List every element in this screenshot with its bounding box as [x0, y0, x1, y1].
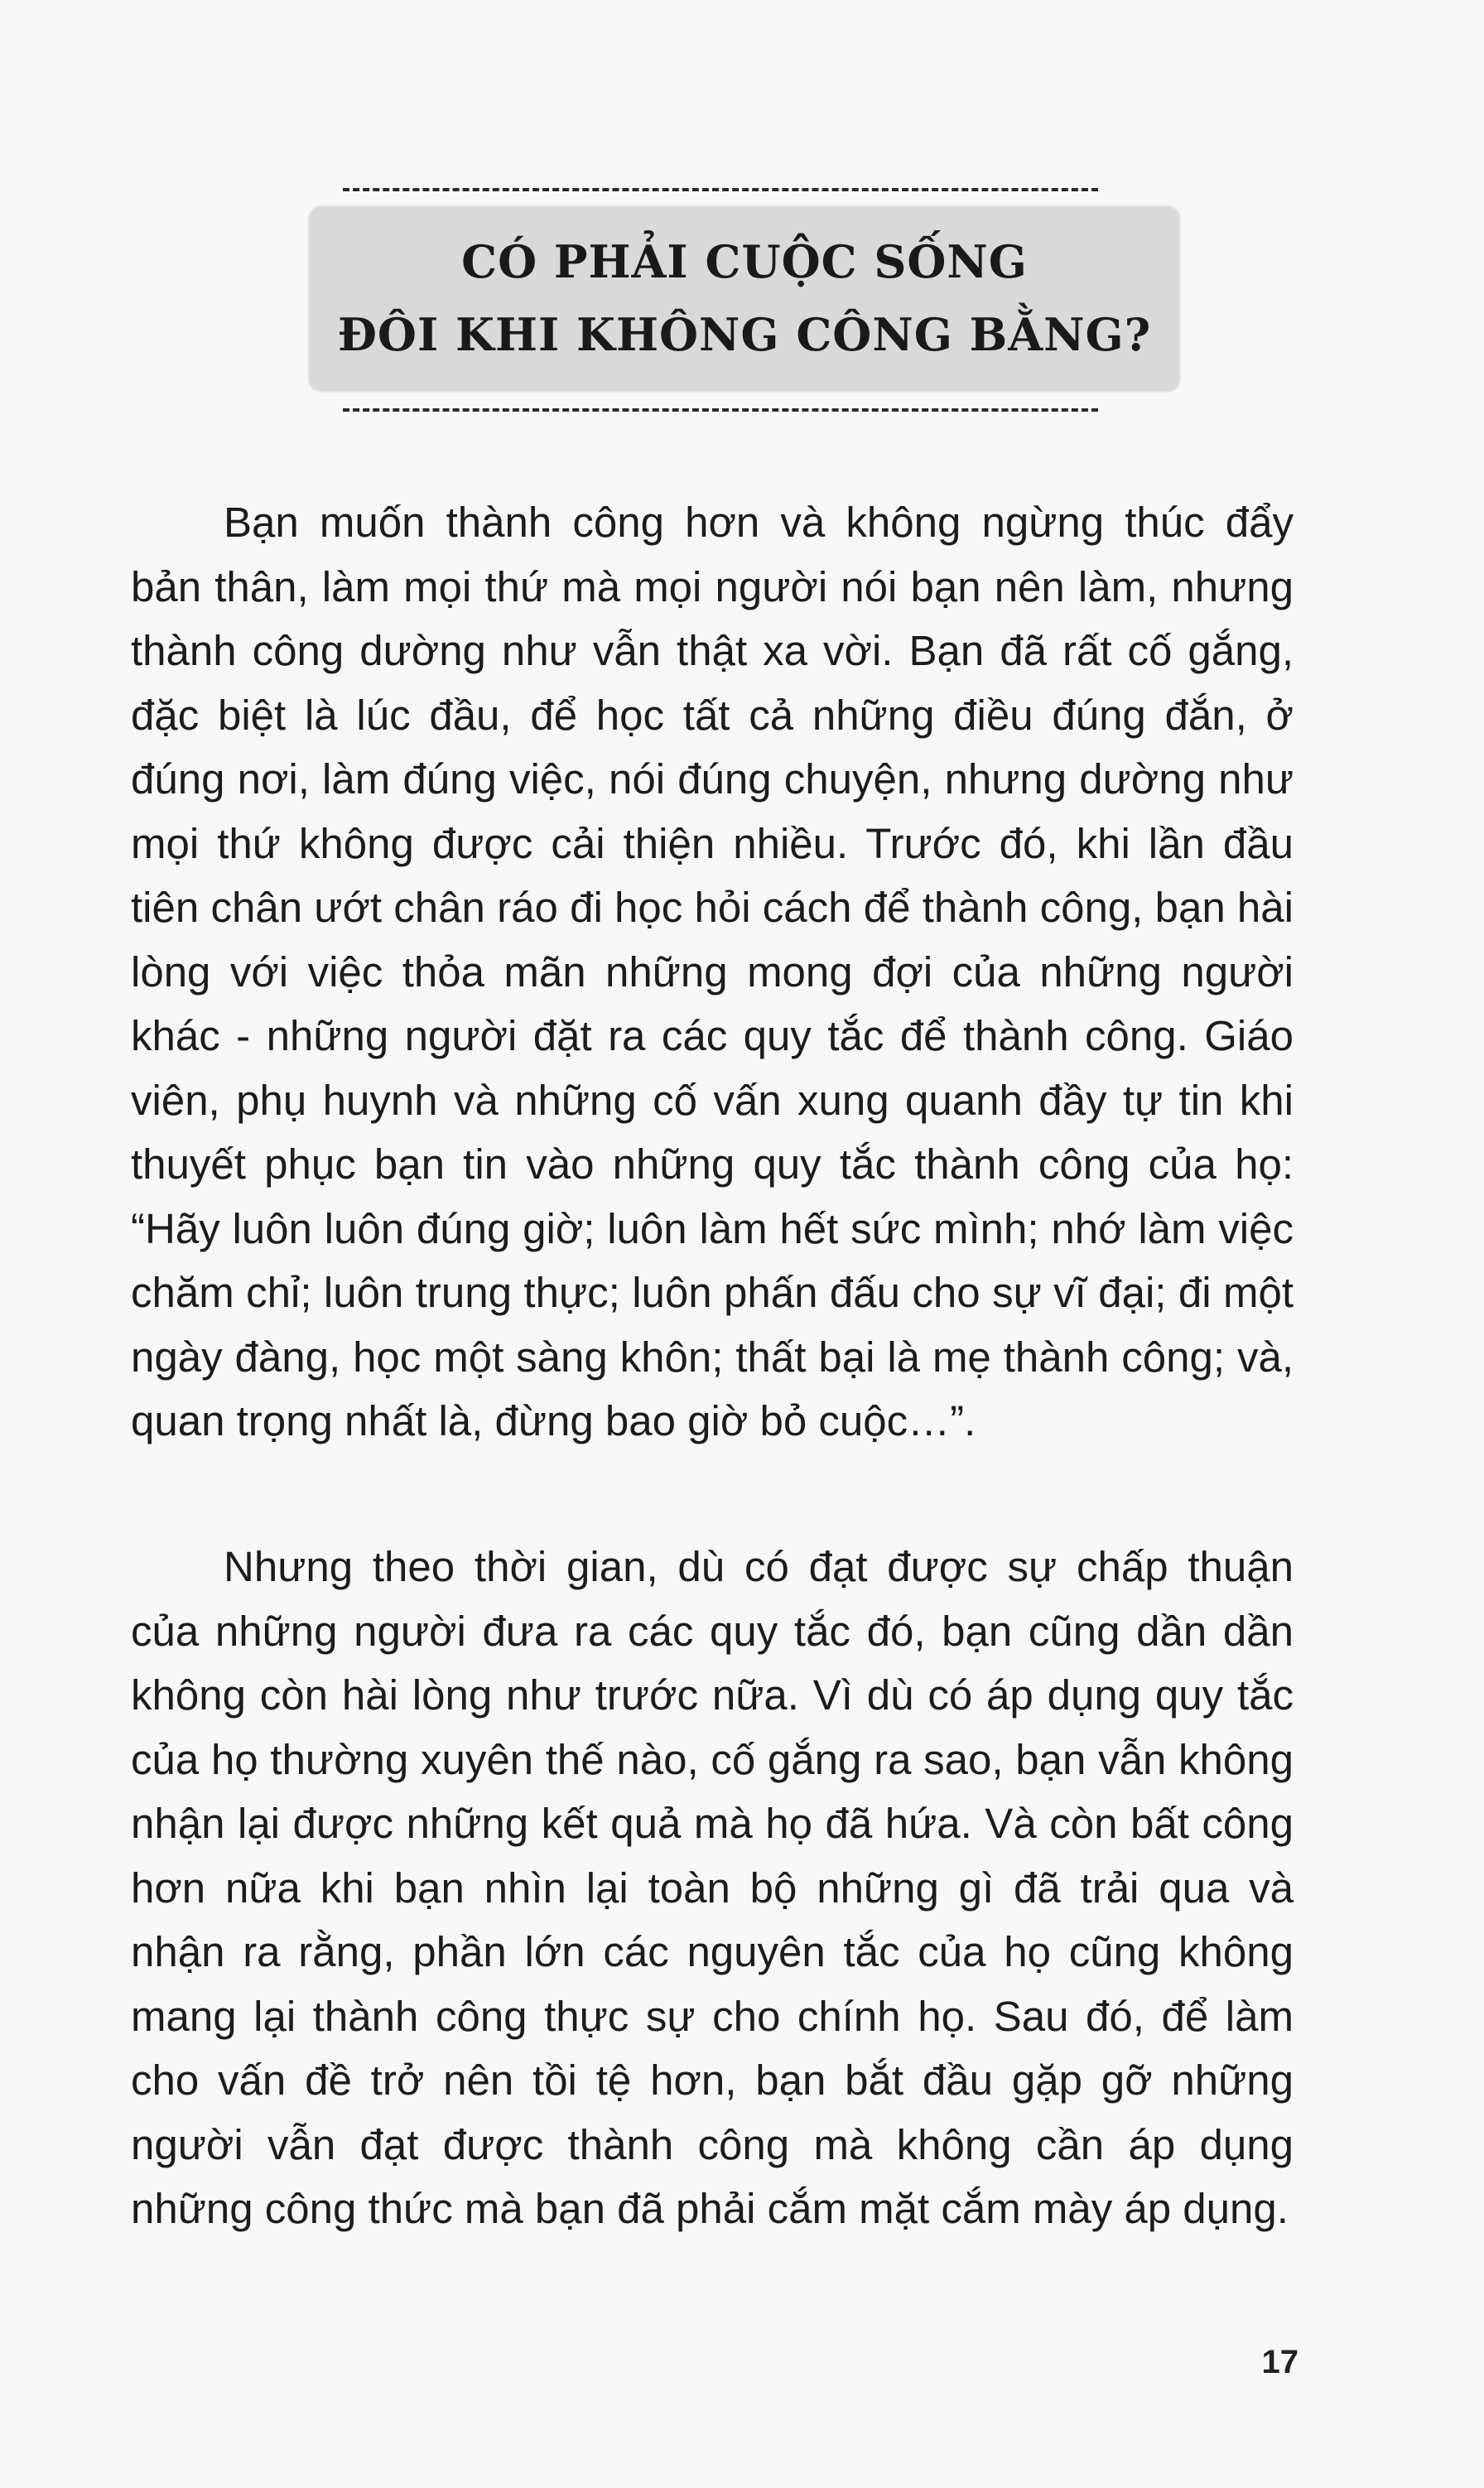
body-paragraph: Bạn muốn thành công hơn và không ngừng thúc đẩy bản thân, làm mọi thứ mà mọi người nói bạn nên làm, nhưng thành công dường như vẫn thật xa vời. Bạn đã rất cố gắng, đặc biệt là lúc đầu, để học tất cả những điều đúng đắn, ở đúng nơi, làm đúng việc, nói đúng chuyện, nhưng dường như mọi thứ không được cải thiện nhiều. Trước đó, khi lần đầu tiên chân ướt chân ráo đi học hỏi cách để thành công, bạn hài lòng với việc thỏa mãn những mong đợi của những người khác - những người đặt ra các quy tắc để thành công. Giáo viên, phụ huynh và những cố vấn xung quanh đầy tự tin khi thuyết phục bạn tin vào những quy tắc thành công của họ: “Hãy luôn luôn đúng giờ; luôn làm hết sức mình; nhớ làm việc chăm chỉ; luôn trung thực; luôn phấn đấu cho sự vĩ đại; đi một ngày đàng, học một sàng khôn; thất bại là mẹ thành công; và, quan trọng nhất là, đừng bao giờ bỏ cuộc…”.	[131, 499, 1294, 1444]
page-number: 17	[1261, 2344, 1298, 2380]
body-paragraph: Nhưng theo thời gian, dù có đạt được sự chấp thuận của những người đưa ra các quy tắc đó, bạn cũng dần dần không còn hài lòng như trước nữa. Vì dù có áp dụng quy tắc của họ thường xuyên thế nào, cố gắng ra sao, bạn vẫn không nhận lại được những kết quả mà họ đã hứa. Và còn bất công hơn nữa khi bạn nhìn lại toàn bộ những gì đã trải qua và nhận ra rằng, phần lớn các nguyên tắc của họ cũng không mang lại thành công thực sự cho chính họ. Sau đó, để làm cho vấn đề trở nên tồi tệ hơn, bạn bắt đầu gặp gỡ những người vẫn đạt được thành công mà không cần áp dụng những công thức mà bạn đã phải cắm mặt cắm mày áp dụng.	[131, 1543, 1294, 2232]
body-paragraph-1-container	[131, 490, 1294, 1454]
title-bottom-dashed-rule	[343, 408, 1098, 412]
title-top-dashed-rule	[343, 188, 1098, 191]
chapter-title-line-2: ĐÔI KHI KHÔNG CÔNG BẰNG?	[337, 308, 1152, 361]
chapter-title-line-1: CÓ PHẢI CUỘC SỐNG	[461, 235, 1028, 288]
body-paragraph-2-container	[131, 1535, 1294, 2241]
chapter-title-box	[310, 207, 1179, 391]
